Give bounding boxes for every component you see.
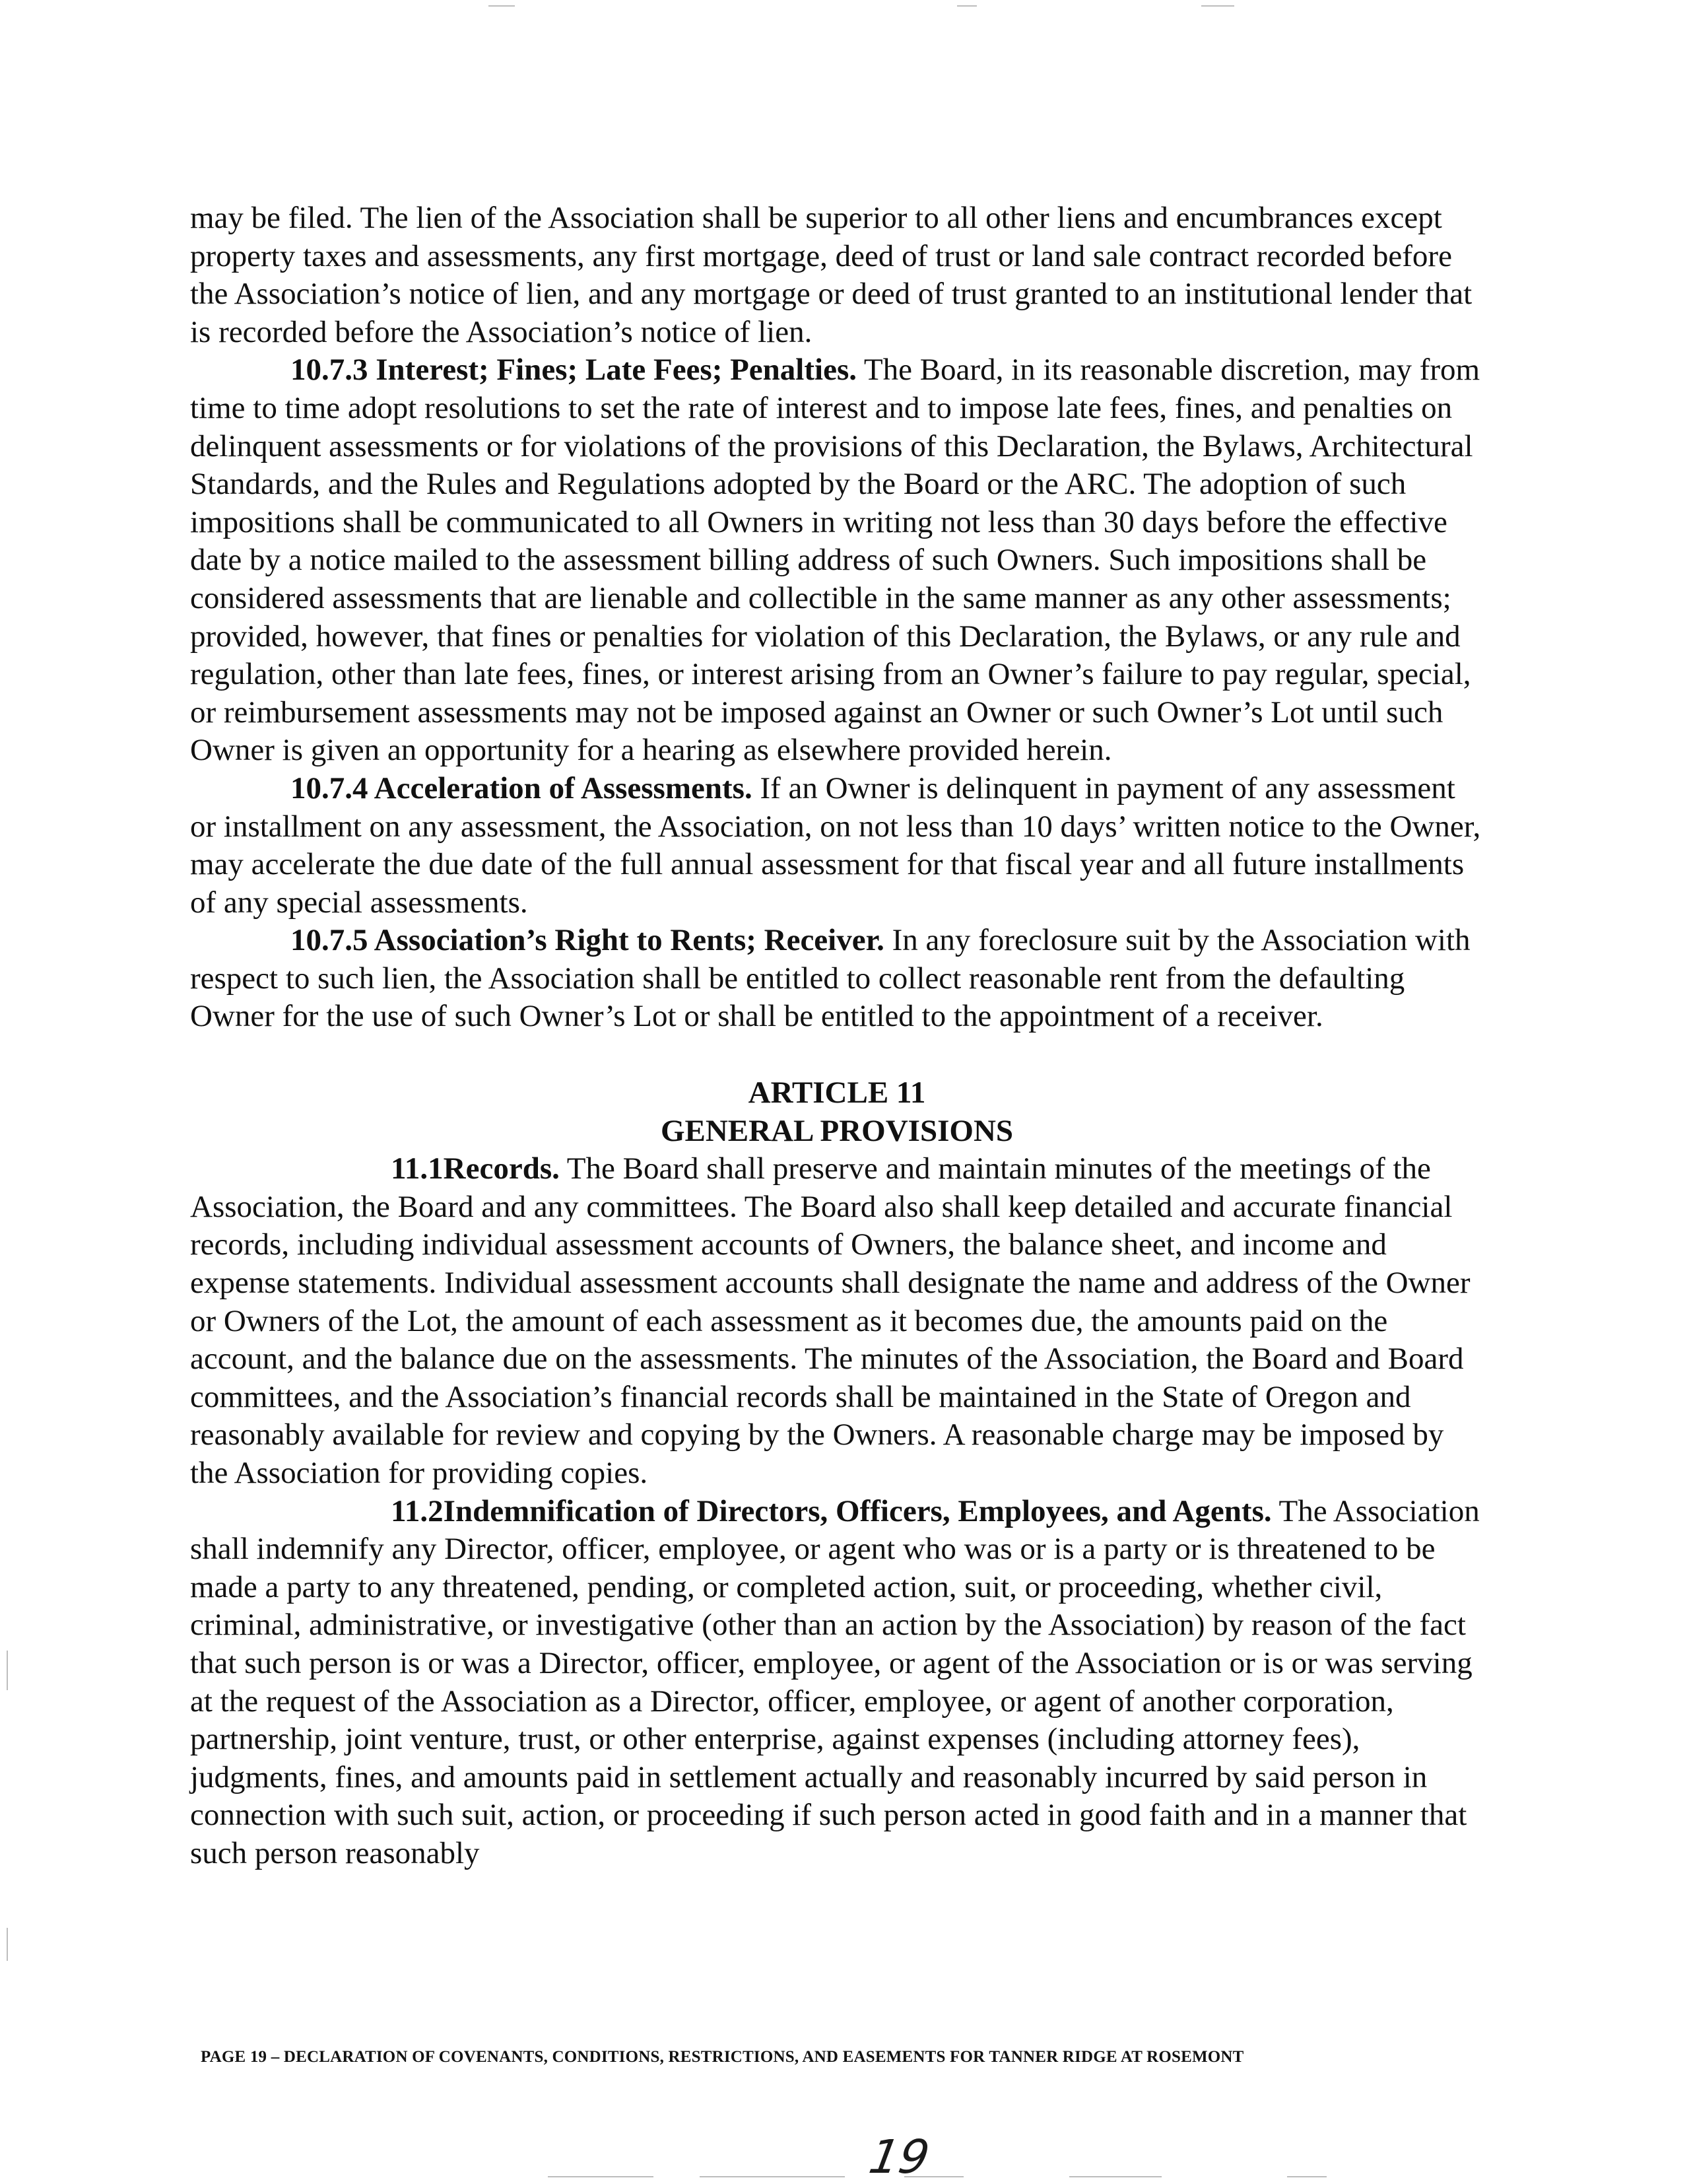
scan-artifact <box>1069 2176 1162 2177</box>
section-text: If an Owner is delinquent in payment of any assessment or installment on any assessment, the Association, on not less than 10 days’ written notice to the Owner, may accelerate the due date of the full annual assessment for that fiscal year and all future installments of any special assessments. <box>190 770 1481 920</box>
scan-artifact <box>7 1928 8 1961</box>
paragraph-text: may be filed. The lien of the Association shall be superior to all other liens and encumbrances except property taxes and assessments, any first mortgage, deed of trust or land sale contract recorded before the Association’s notice of lien, and any mortgage or deed of trust granted to an institutional lender that is recorded before the Association’s notice of lien. <box>190 201 1473 349</box>
section-text: The Board shall preserve and maintain minutes of the meetings of the Association, the Board and any committees. The Board also shall keep detailed and accurate financial records, including individual assessment accounts of Owners, the balance sheet, and income and expense statements. Individual assessment accounts shall designate the name and address of the Owner or Owners of the Lot, the amount of each assessment as it becomes due, the amounts paid on the account, and the balance due on the assessments. The minutes of the Association, the Board and Board committees, and the Association’s financial records shall be maintained in the State of Oregon and reasonably available for review and copying by the Owners. A reasonable charge may be imposed by the Association for providing copies. <box>190 1151 1471 1490</box>
handwritten-page-number: 19 <box>865 2130 934 2184</box>
document-body <box>190 199 1484 1873</box>
section-10-7-4 <box>190 770 1484 922</box>
section-text: In any foreclosure suit by the Association with respect to such lien, the Association shall be entitled to collect reasonable rent from the defaulting Owner for the use of such Owner’s Lot or shall be entitled to the appointment of a receiver. <box>190 923 1471 1034</box>
page-footer: PAGE 19 – DECLARATION OF COVENANTS, CONDITIONS, RESTRICTIONS, AND EASEMENTS FOR TANNER RIDGE AT ROSEMONT <box>201 2048 1244 2066</box>
section-text: The Association shall indemnify any Director, officer, employee, or agent who was or is a party or is threatened to be made a party to any threatened, pending, or completed action, suit, or proceeding, whether civil, criminal, administrative, or investigative (other than an action by the Association) by reason of the fact that such person is or was a Director, officer, employee, or agent of the Association or is or was serving at the request of the Association as a Director, officer, employee, or agent of another corporation, partnership, joint venture, trust, or other enterprise, against expenses (including attorney fees), judgments, fines, and amounts paid in settlement actually and reasonably incurred by said person in connection with such suit, action, or proceeding if such person acted in good faith and in a manner that such person reasonably <box>190 1493 1480 1870</box>
section-11-2 <box>190 1493 1484 1873</box>
scan-artifact <box>488 5 515 7</box>
section-number: 10.7.4 <box>290 770 368 805</box>
section-heading: Association’s Right to Rents; Receiver. <box>374 923 884 958</box>
section-number: 10.7.3 <box>290 353 368 388</box>
scan-artifact <box>700 2176 845 2177</box>
article-heading <box>190 1074 1484 1150</box>
section-number: 11.1 <box>391 1151 444 1186</box>
section-heading: Records. <box>443 1151 560 1186</box>
scan-artifact <box>1201 5 1234 7</box>
section-11-1 <box>190 1150 1484 1492</box>
section-10-7-3 <box>190 351 1484 770</box>
scan-artifact <box>7 1651 8 1690</box>
article-title: GENERAL PROVISIONS <box>660 1113 1014 1148</box>
article-number: ARTICLE 11 <box>748 1075 926 1110</box>
section-number: 10.7.5 <box>290 923 368 958</box>
section-text: The Board, in its reasonable discretion, may from time to time adopt resolutions to set the rate of interest and to impose late fees, fines, and penalties on delinquent assessments or for violations of the provisions of this Declaration, the Bylaws, Architectural Standards, and the Rules and Regulations adopted by the Board or the ARC. The adoption of such impositions shall be communicated to all Owners in writing not less than 30 days before the effective date by a notice mailed to the assessment billing address of such Owners. Such impositions shall be considered assessments that are lienable and collectible in the same manner as any other assessments; provided, however, that fines or penalties for violation of this Declaration, the Bylaws, or any rule and regulation, other than late fees, fines, or interest arising from an Owner’s failure to pay regular, special, or reimbursement assessments may not be imposed against an Owner or such Owner’s Lot until such Owner is given an opportunity for a hearing as elsewhere provided herein. <box>190 353 1480 768</box>
scan-artifact <box>548 2176 653 2177</box>
section-10-7-5 <box>190 922 1484 1036</box>
section-heading: Acceleration of Assessments. <box>374 770 752 805</box>
section-number: 11.2 <box>391 1493 444 1528</box>
continuation-paragraph <box>190 199 1484 351</box>
section-heading: Interest; Fines; Late Fees; Penalties. <box>376 353 857 388</box>
section-heading: Indemnification of Directors, Officers, Employees, and Agents. <box>443 1493 1272 1528</box>
scan-artifact <box>1287 2176 1327 2177</box>
scan-artifact <box>957 5 977 7</box>
